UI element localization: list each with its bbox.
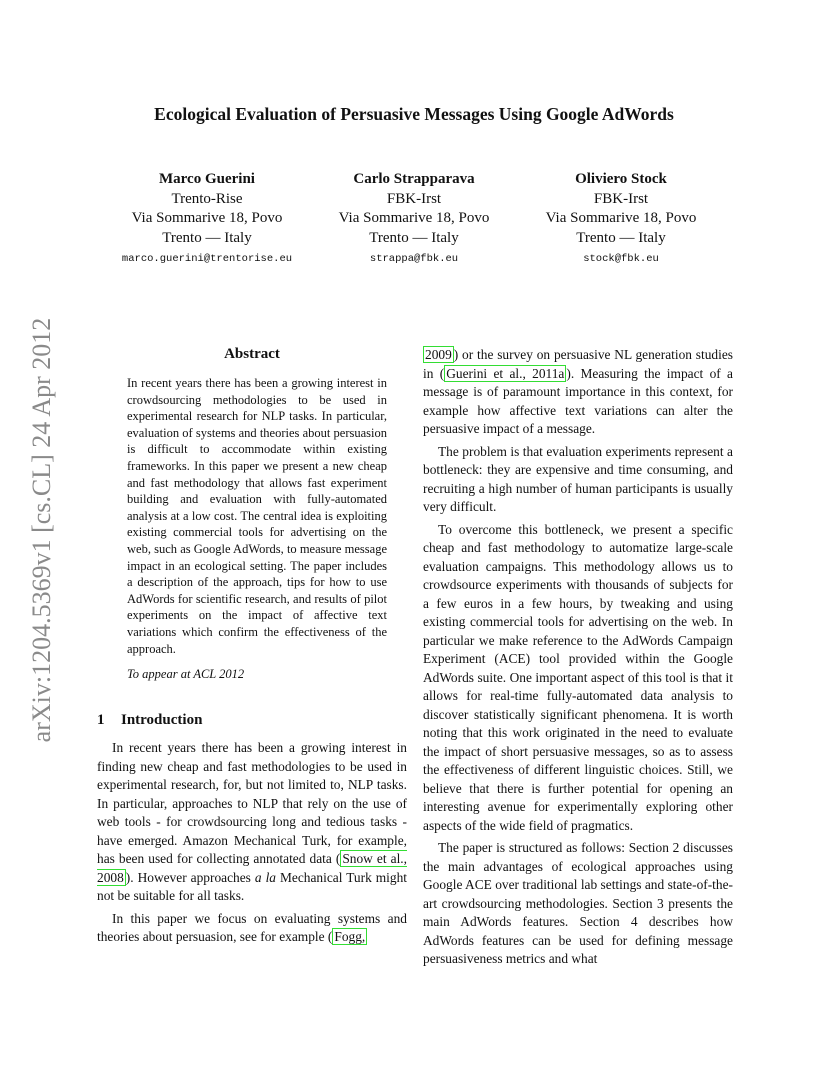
citation-link[interactable]: Guerini et al., 2011a (446, 365, 565, 381)
paragraph-text: Mechanical Turk might not be suitable for all tasks. (97, 869, 408, 904)
author-name: Marco Guerini (159, 171, 255, 187)
intro-paragraph (97, 910, 407, 947)
section-title: Introduction (121, 712, 203, 729)
author-city: Trento — Italy (576, 229, 666, 246)
author-name: Carlo Strapparava (353, 171, 475, 187)
arxiv-identifier: arXiv:1204.5369v1 [cs.CL] 24 Apr 2012 (27, 317, 56, 743)
intro-paragraph (423, 346, 733, 439)
section-number: 1 (97, 712, 105, 729)
author-affiliation: FBK-Irst (593, 190, 649, 207)
left-column (97, 346, 407, 947)
author-block (299, 170, 529, 270)
citation-link[interactable]: Snow et al., 2008 (97, 851, 407, 885)
author-block (92, 170, 322, 270)
author-city: Trento — Italy (162, 229, 252, 246)
intro-paragraph: The problem is that evaluation experiments represent a bottleneck: they are expensive and time consuming, and recruiting a high number of human participants is usually very difficult. (423, 443, 733, 514)
author-block (506, 170, 736, 270)
author-address: Via Sommarive 18, Povo (545, 210, 697, 226)
paper-title: Ecological Evaluation of Persuasive Messages Using Google AdWords (154, 104, 674, 124)
paragraph-text: ). Measuring the impact of a message is of paramount importance in this context, for example how affective text variations can alter the persuasive impact of a message. (423, 365, 733, 436)
author-address: Via Sommarive 18, Povo (131, 210, 283, 226)
intro-paragraph (97, 739, 407, 906)
section-heading (97, 712, 407, 729)
intro-paragraph: To overcome this bottleneck, we present a specific cheap and fast methodology to automatize large-scale evaluation campaigns. This methodology allows us to crowdsource experiments with thousands of subjects for a few euros in a few hours, by tweaking and using existing commercial tools for advertising on the web. In particular we make reference to the AdWords Campaign Experiment (ACE) tool provided within the Google AdWords suite. One important aspect of this tool is that it allows for real-time fully-automated data analysis to discover statistically significant phenomena. It is worth noting that this work originated in the need to evaluate the impact of short persuasive messages, so as to assess the effectiveness of different linguistic choices. Still, we believe that there is further potential for opening an interesting avenue for experimentally exploring other aspects of the wide field of pragmatics. (423, 521, 733, 833)
abstract-heading: Abstract (224, 346, 280, 362)
author-name: Oliviero Stock (575, 171, 667, 187)
paragraph-text: ) or the survey on persuasive NL generation studies in ( (423, 347, 733, 381)
citation-link[interactable]: 2009 (425, 347, 452, 362)
intro-paragraph: The paper is structured as follows: Section 2 discusses the main advantages of ecological approaches using Google ACE over traditional lab settings and state-of-the-art crowdsourcing methodologies. Section 3 presents the main AdWords features. Section 4 describes how AdWords features can be used for defining message persuasiveness metrics and what (423, 840, 733, 966)
author-city: Trento — Italy (369, 229, 459, 246)
author-email: marco.guerini@trentorise.eu (121, 253, 293, 265)
paragraph-text: In recent years there has been a growing interest in finding new cheap and fast methodologies to be used in experimental research, for, but not limited to, NLP tasks. In particular, approaches to NLP that rely on the use of web tools - for crowdsourcing long and tedious tasks - have emerged. Amazon Mechanical Turk, for example, has been used for collecting annotated data ( (97, 740, 407, 867)
author-email: strappa@fbk.eu (369, 253, 459, 265)
paragraph-text: ). However approaches (125, 869, 255, 885)
paragraph-text: In this paper we focus on evaluating systems and theories about persuasion, see for example ( (97, 910, 407, 945)
emphasis-text: a la (254, 869, 276, 885)
abstract-text: In recent years there has been a growing interest in crowdsourcing methodologies to be used in experimental research for NLP tasks. In particular, evaluation of systems and theories about persuasion is difficult to accommodate within existing frameworks. In this paper we present a new cheap and fast methodology that allows fast experiment building and evaluation with fully-automated analysis at a low cost. The central idea is exploiting existing commercial tools for advertising on the web, such as Google AdWords, to measure message impact in an ecological setting. The paper includes a description of the approach, tips for how to use AdWords for scientific research, and results of pilot experiments on the impact of affective text variations which confirm the effectiveness of the approach. (127, 376, 387, 656)
venue-note: To appear at ACL 2012 (127, 667, 245, 682)
citation-link[interactable]: Fogg, (334, 929, 366, 945)
author-affiliation: FBK-Irst (386, 190, 442, 207)
author-address: Via Sommarive 18, Povo (338, 210, 490, 226)
right-column (423, 346, 733, 969)
author-affiliation: Trento-Rise (171, 190, 243, 207)
author-email: stock@fbk.eu (583, 253, 659, 265)
